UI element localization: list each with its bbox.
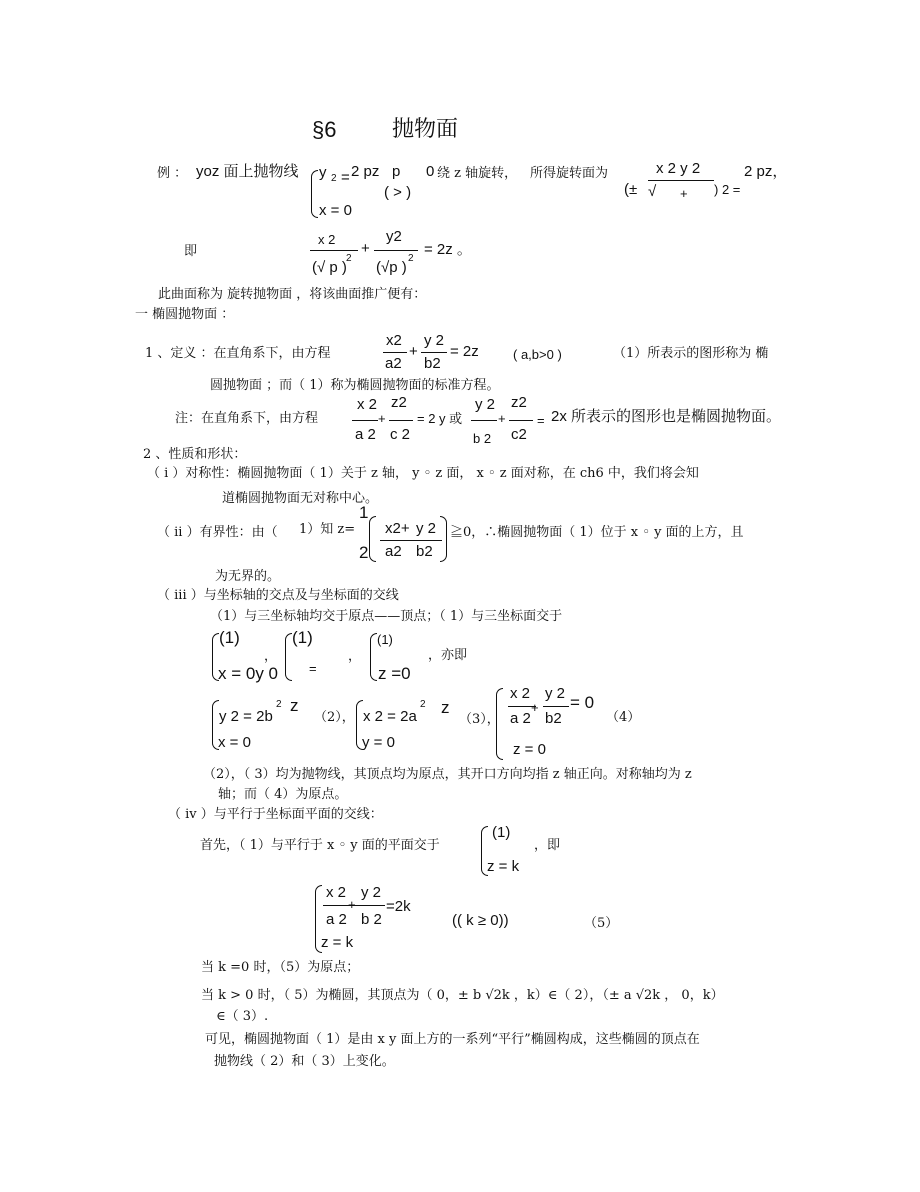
left-brace [311, 170, 318, 218]
symmetry-line1: （ i ）对称性：椭圆抛物面（ 1）关于 z 轴， y ◦ z 面， x ◦ z 面对称，在 ch6 中，我们将会知 [147, 466, 699, 481]
def-cond: ( a,b>0 ) [513, 347, 562, 362]
result-den-pm: (± [624, 181, 638, 198]
def-den2: b2 [424, 355, 441, 372]
curve2-sup: 2 [276, 699, 282, 710]
def-num1: x2 [386, 332, 402, 349]
k-positive-line2: ∈（ 3）. [216, 1009, 269, 1024]
curve4-den1: a 2 [510, 710, 531, 727]
note-bar3 [471, 420, 497, 421]
note-rhs3: 2x 所表示的图形也是椭圆抛物面。 [551, 408, 782, 425]
conclusion-line2: 抛物线（ 2）和（ 3）上变化。 [214, 1054, 395, 1069]
note-num3: y 2 [475, 396, 496, 413]
sys1-top: (1) [219, 628, 240, 647]
definition-label: 1 、定义 ：在直角系下，由方程 [145, 346, 331, 361]
ji-label: 即 [184, 244, 198, 259]
curve4-bottom: z = 0 [513, 741, 546, 758]
ellipse-num2: y 2 [361, 884, 382, 901]
result-rhs: 2 pz， [744, 163, 788, 180]
sys1-comma: ， [264, 648, 278, 663]
bound-den1: a2 [385, 543, 402, 560]
sys3-brace [370, 633, 377, 681]
def-after: （1）所表示的图形称为 椭 [613, 346, 769, 361]
def-bar2 [421, 352, 447, 353]
eq-zero: 0 [426, 163, 435, 180]
sys2-comma: ， [348, 648, 362, 663]
ji-den2-sup: 2 [408, 253, 414, 264]
result-numerator: x 2 y 2 [656, 160, 701, 177]
symmetry-line2: 道椭圆抛物面无对称中心。 [222, 491, 379, 506]
def-plus: + [409, 343, 418, 360]
fraction-bar [648, 180, 714, 181]
curve-desc2: 轴；而（ 4）为原点。 [218, 787, 348, 802]
eq-rhs: 2 pz [351, 163, 380, 180]
result-den-plus: + [680, 186, 688, 201]
plane-ji: ，即 [534, 838, 561, 853]
rotate-text: 绕 z 轴旋转， [437, 166, 518, 181]
curve4-tag: （4） [606, 710, 641, 725]
curve4-brace [496, 688, 503, 760]
yiji-text: ，亦即 [428, 648, 468, 663]
curve4-rhs: = 0 [570, 693, 595, 712]
bound-den2: b2 [416, 543, 433, 560]
bound-right-paren [440, 516, 447, 562]
note-den1: a 2 [355, 426, 376, 443]
ellipse-den1: a 2 [326, 911, 347, 928]
bound-num1: x2+ [385, 520, 410, 537]
curve3-z: z [441, 698, 450, 717]
section-number: §6 [312, 117, 337, 142]
ellipse-num1: x 2 [326, 884, 347, 901]
note-plus2: + [498, 411, 506, 426]
note-plus1: + [378, 411, 386, 426]
curve4-plus: + [531, 700, 539, 715]
k-zero-line: 当 k =0 时，（5）为原点； [201, 960, 360, 975]
note-bar1 [352, 420, 378, 421]
def-line2: 圆抛物面 ；而（ 1）称为椭圆抛物面的标准方程。 [210, 378, 500, 393]
curve-desc1: （2），（ 3）均为抛物线，其顶点均为原点，其开口方向均指 z 轴正向。对称轴均为 z [203, 767, 692, 782]
ellipse-bar [323, 905, 385, 906]
ji-num1: x 2 [318, 232, 336, 247]
def-den1: a2 [385, 355, 402, 372]
plane-bottom: z = k [487, 858, 520, 875]
bound-bar [380, 540, 442, 541]
curve3-tag: （3）， [459, 712, 500, 727]
note-label: 注：在直角系下，由方程 [175, 411, 319, 426]
note-den3: b 2 [473, 431, 492, 446]
bound-lead: （ ii ）有界性：由（ [157, 525, 278, 540]
example-label: 例 ： [157, 166, 188, 181]
note-num1: x 2 [357, 396, 378, 413]
curve4-den2: b2 [545, 710, 562, 727]
curve4-bar2 [543, 706, 569, 707]
ellipse-zk: z = k [321, 934, 354, 951]
sys1-bottom: x = 0y 0 [218, 664, 279, 683]
note-den4: c2 [511, 426, 527, 443]
example-lead: yoz 面上抛物线 [196, 163, 299, 180]
curve4-num1: x 2 [510, 685, 531, 702]
sys3-bottom: z =0 [378, 664, 411, 683]
bound-num2: y 2 [416, 520, 437, 537]
curve4-num2: y 2 [545, 685, 566, 702]
ji-den1-sup: 2 [346, 253, 352, 264]
sys2-top: (1) [292, 628, 313, 647]
note-num2: z2 [391, 394, 407, 411]
def-bar1 [383, 352, 407, 353]
note-rhs2: = [537, 413, 545, 428]
note-den2: c 2 [390, 426, 411, 443]
curve2-top: y 2 = 2b [219, 708, 273, 725]
page-title: 抛物面 [392, 117, 459, 142]
parallel-heading: （ iv ）与平行于坐标面平面的交线： [168, 807, 383, 822]
bound-left-paren [369, 516, 376, 562]
def-rhs: = 2z [450, 343, 479, 360]
conclusion-line1: 可见，椭圆抛物面（ 1）是由 x y 面上方的一系列“平行”椭圆构成，这些椭圆的顶点在 [205, 1032, 700, 1047]
ellipse-cond: (( k ≥ 0)) [452, 912, 509, 929]
curve2-bottom: x = 0 [218, 734, 251, 751]
eq-cond: ( > ) [384, 184, 412, 201]
bound-tail: ≧0，∴椭圆抛物面（ 1）位于 x ◦ y 面的上方，且 [450, 525, 744, 540]
curve3-sup: 2 [420, 699, 426, 710]
sys2-brace [285, 633, 292, 681]
bound-line2: 为无界的。 [215, 569, 281, 584]
ellipse-plus: + [348, 897, 356, 912]
note-rhs1: = 2 y 或 [417, 411, 463, 426]
bound-one: 1）知 z= [299, 522, 356, 537]
section-heading: 一 椭圆抛物面 ： [135, 307, 235, 322]
plane-top: (1) [492, 824, 511, 841]
ellipse-rhs: =2k [386, 898, 411, 915]
eq-y-sup: 2 [331, 173, 337, 184]
curve3-bottom: y = 0 [362, 734, 395, 751]
ji-den2: (√p ) [376, 259, 407, 276]
curve2-tag: （2）， [314, 710, 355, 725]
result-text: 所得旋转面为 [530, 166, 609, 181]
sqrt-icon: √ [648, 183, 657, 200]
para-rotation: 此曲面称为 旋转抛物面 ，将该曲面推广便有： [158, 287, 427, 302]
intersection-heading: （ iii ）与坐标轴的交点及与坐标面的交线 [157, 588, 399, 603]
eq-x0: x = 0 [319, 202, 352, 219]
eq-p: p [392, 163, 401, 180]
note-bar4 [509, 420, 533, 421]
curve2-z: z [290, 696, 299, 715]
eq-equals: = [341, 169, 350, 186]
result-den-close: ) 2 = [714, 182, 741, 197]
ji-plus: + [361, 240, 370, 257]
bound-half-num: 1 [359, 503, 369, 522]
ji-den1: (√ p ) [312, 259, 347, 276]
bound-half-den: 2 [359, 543, 369, 562]
curve3-top: x 2 = 2a [363, 708, 417, 725]
sys2-bottom: = [309, 661, 317, 676]
intersection-line: （1）与三坐标轴均交于原点——顶点；（ 1）与三坐标面交于 [210, 609, 563, 624]
k-positive-line: 当 k > 0 时，（ 5）为椭圆，其顶点为（ 0，± b √2k ，k）∈（ 2），（± a √2k ， 0，k） [201, 988, 724, 1003]
def-num2: y 2 [424, 332, 445, 349]
properties-heading: 2 、性质和形状： [143, 447, 247, 462]
sys3-top: (1) [377, 632, 393, 647]
ellipse-den2: b 2 [361, 911, 382, 928]
eq-y: y [319, 164, 327, 181]
note-num4: z2 [511, 394, 527, 411]
note-bar2 [389, 420, 413, 421]
parallel-lead: 首先，（ 1）与平行于 x ◦ y 面的平面交于 [200, 838, 440, 853]
ji-num2: y2 [386, 228, 402, 245]
ji-rhs: = 2z 。 [424, 241, 472, 258]
ellipse-tag: （5） [584, 916, 619, 931]
